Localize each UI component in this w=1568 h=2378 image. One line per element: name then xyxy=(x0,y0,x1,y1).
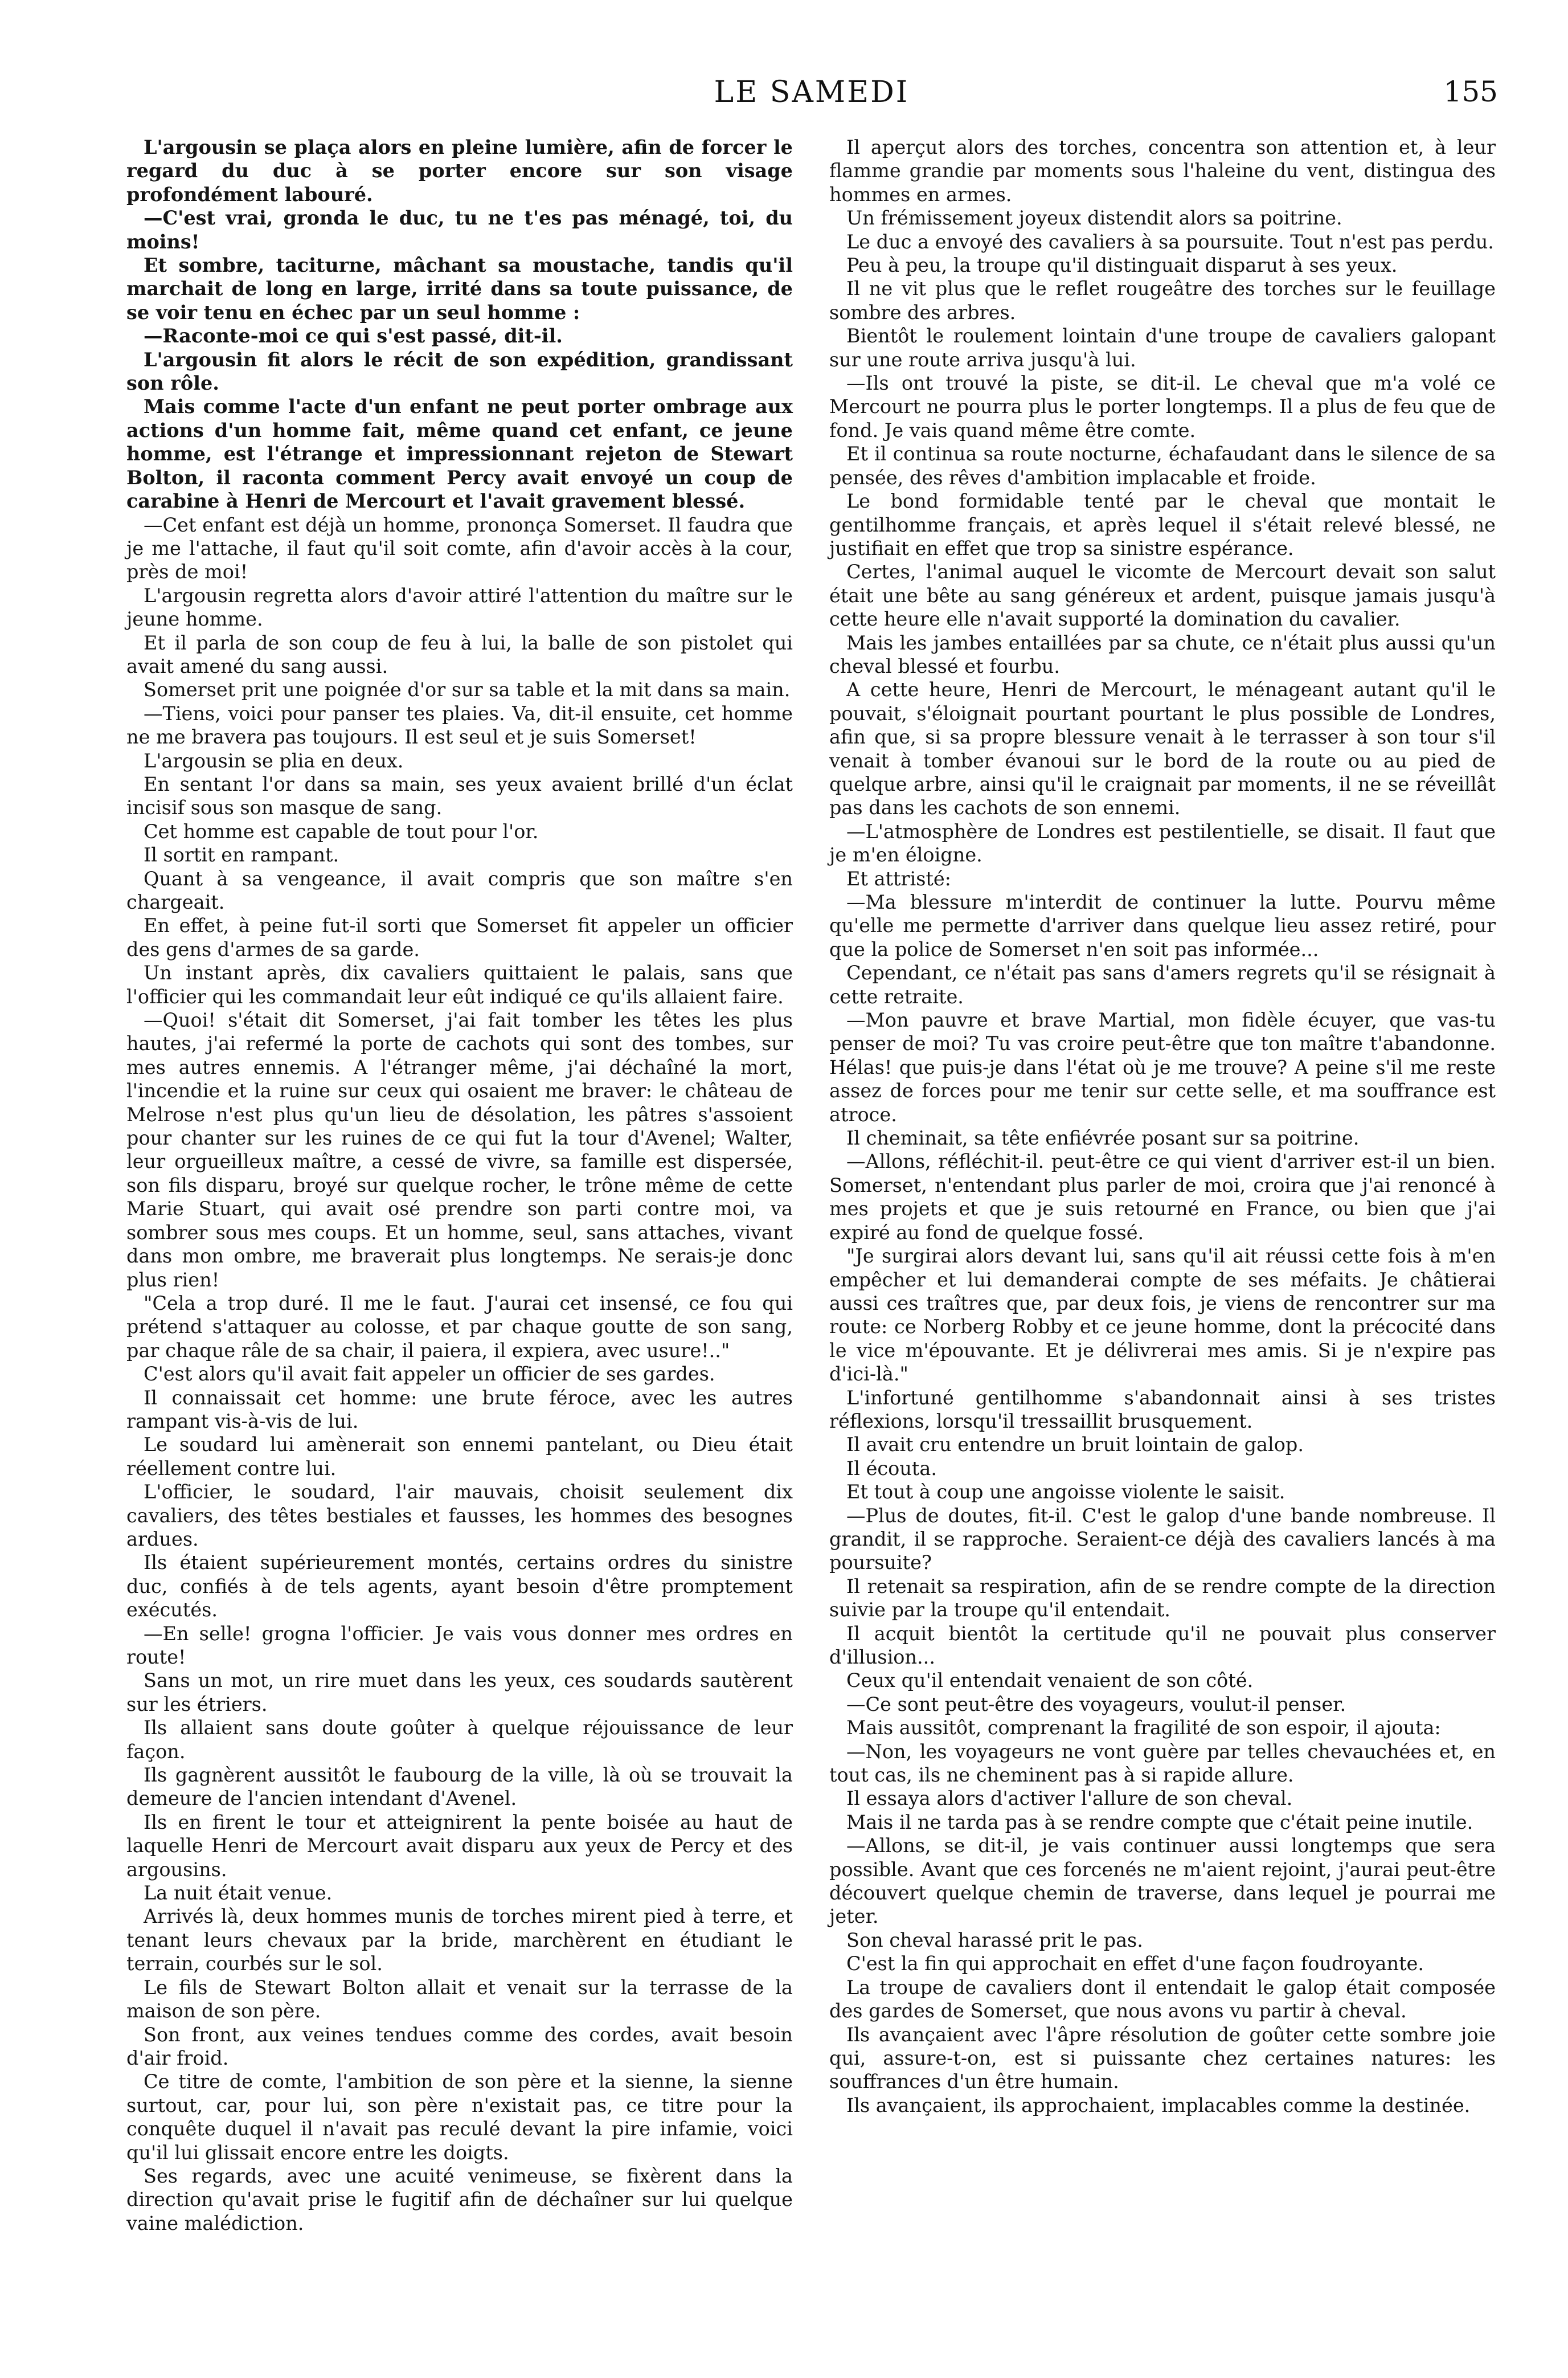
paragraph: Mais aussitôt, comprenant la fragilité de son espoir, il ajouta: xyxy=(846,1717,1441,1739)
paragraph: L'argousin se plaça alors en pleine lumière, afin de forcer le regard du duc à se porter encore sur son visage profondément labouré. xyxy=(126,136,793,206)
paragraph: —Allons, réfléchit-il. peut-être ce qui vient d'arriver est-il un bien. Somerset, n'entendant plus parler de moi, croira que j'ai renoncé à mes projets et que je suis retourné en France, ou bien que j'ai expiré au fond de quelque fossé. xyxy=(829,1150,1496,1244)
paragraph: "Je surgirai alors devant lui, sans qu'il ait réussi cette fois à m'en empêcher et lui demanderai compte de ses méfaits. Je châtierai aussi ces traîtres que, par deux fois, je viens de rencontrer sur ma route: ce Norberg Robby et ce jeune homme, dont la précocité dans le vice m'épouvante. Et je délivrerai mes amis. Si je n'expire pas d'ici-là." xyxy=(829,1245,1496,1386)
paragraph: Cependant, ce n'était pas sans d'amers regrets qu'il se résignait à cette retraite. xyxy=(829,962,1496,1008)
paragraph: Il cheminait, sa tête enfiévrée posant sur sa poitrine. xyxy=(846,1127,1360,1150)
paragraph: —Ce sont peut-être des voyageurs, voulut-il penser. xyxy=(846,1693,1346,1715)
paragraph: —Raconte-moi ce qui s'est passé, dit-il. xyxy=(144,325,563,348)
paragraph: "Cela a trop duré. Il me le faut. J'aurai cet insensé, ce fou qui prétend s'attaquer au colosse, et par chaque goutte de son sang, par chaque râle de sa chair, il paiera, il expiera, avec usure!.." xyxy=(126,1292,793,1362)
paragraph: Il essaya alors d'activer l'allure de son cheval. xyxy=(846,1787,1293,1810)
paragraph: Ils allaient sans doute goûter à quelque réjouissance de leur façon. xyxy=(126,1717,793,1763)
paragraph: —Mon pauvre et brave Martial, mon fidèle écuyer, que vas-tu penser de moi? Tu vas croire peut-être que ton maître t'abandonne. Hélas! que puis-je dans l'état où je me trouve? A peine s'il me reste assez de forces pour me tenir sur cette selle, et ma souffrance est atroce. xyxy=(829,1009,1496,1126)
paragraph: —L'atmosphère de Londres est pestilentielle, se disait. Il faut que je m'en éloigne. xyxy=(829,820,1496,867)
paragraph: Ils gagnèrent aussitôt le faubourg de la ville, là où se trouvait la demeure de l'ancien intendant d'Avenel. xyxy=(126,1764,793,1810)
paragraph: Il sortit en rampant. xyxy=(144,844,339,867)
paragraph: Mais comme l'acte d'un enfant ne peut porter ombrage aux actions d'un homme fait, même quand cet enfant, ce jeune homme, est l'étrange et impressionnant rejeton de Stewart Bolton, il raconta comment Percy avait envoyé un coup de carabine à Henri de Mercourt et l'avait gravement blessé. xyxy=(126,395,793,513)
paragraph: Ils avançaient avec l'âpre résolution de goûter cette sombre joie qui, assure-t-on, est si puissante chez certaines natures: les souffrances d'un être humain. xyxy=(829,2023,1496,2093)
paragraph: Le fils de Stewart Bolton allait et venait sur la terrasse de la maison de son père. xyxy=(126,1976,793,2022)
paragraph: Le soudard lui amènerait son ennemi pantelant, ou Dieu était réellement contre lui. xyxy=(126,1433,793,1480)
paragraph: La troupe de cavaliers dont il entendait le galop était composée des gardes de Somerset, que nous avons vu partir à cheval. xyxy=(829,1976,1496,2022)
paragraph: —C'est vrai, gronda le duc, tu ne t'es pas ménagé, toi, du moins! xyxy=(126,207,793,253)
paragraph: Il aperçut alors des torches, concentra son attention et, à leur flamme grandie par moments sous l'haleine du vent, distingua des hommes en armes. xyxy=(829,136,1496,206)
paragraph: L'infortuné gentilhomme s'abandonnait ainsi à ses tristes réflexions, lorsqu'il tressaillit brusquement. xyxy=(829,1386,1496,1432)
paragraph: La nuit était venue. xyxy=(144,1882,333,1905)
paragraph: Le bond formidable tenté par le cheval que montait le gentilhomme français, et après lequel il s'était relevé blessé, ne justifiait en effet que trop sa sinistre espérance. xyxy=(829,490,1496,559)
paragraph: Son cheval harassé prit le pas. xyxy=(846,1928,1143,1951)
paragraph: Ils en firent le tour et atteignirent la pente boisée au haut de laquelle Henri de Mercourt avait disparu aux yeux de Percy et des argousins. xyxy=(126,1811,793,1881)
paragraph: Un instant après, dix cavaliers quittaient le palais, sans que l'officier qui les commandait leur eût indiqué ce qu'ils allaient faire. xyxy=(126,962,793,1008)
paragraph: En effet, à peine fut-il sorti que Somerset fit appeler un officier des gens d'armes de sa garde. xyxy=(126,914,793,961)
paragraph: Il acquit bientôt la certitude qu'il ne pouvait plus conserver d'illusion... xyxy=(829,1622,1496,1668)
paragraph: Le duc a envoyé des cavaliers à sa poursuite. Tout n'est pas perdu. xyxy=(846,230,1494,253)
paragraph: Il écouta. xyxy=(846,1457,937,1480)
paragraph: L'argousin fit alors le récit de son expédition, grandissant son rôle. xyxy=(126,348,793,395)
paragraph: Bientôt le roulement lointain d'une troupe de cavaliers galopant sur une route arriva jusqu'à lui. xyxy=(829,325,1496,371)
paragraph: Sans un mot, un rire muet dans les yeux, ces soudards sautèrent sur les étriers. xyxy=(126,1669,793,1715)
paragraph: —Ma blessure m'interdit de continuer la lutte. Pourvu même qu'elle me permette d'arriver dans quelque lieu assez retiré, pour que la police de Somerset n'en soit pas informée... xyxy=(829,891,1496,961)
paragraph: —Tiens, voici pour panser tes plaies. Va, dit-il ensuite, cet homme ne me bravera pas toujours. Il est seul et je suis Somerset! xyxy=(126,702,793,749)
paragraph: Il retenait sa respiration, afin de se rendre compte de la direction suivie par la troupe qu'il entendait. xyxy=(829,1575,1496,1621)
paragraph: —Allons, se dit-il, je vais continuer aussi longtemps que sera possible. Avant que ces forcenés ne m'aient rejoint, j'aurai peut-être découvert quelque chemin de traverse, dans lequel je pourrai me jeter. xyxy=(829,1834,1496,1928)
paragraph: Et sombre, taciturne, mâchant sa moustache, tandis qu'il marchait de long en large, irrité dans sa toute puissance, de se voir tenu en échec par un seul homme : xyxy=(126,254,793,324)
paragraph: Ceux qu'il entendait venaient de son côté. xyxy=(846,1669,1254,1692)
paragraph: —Non, les voyageurs ne vont guère par telles chevauchées et, en tout cas, ils ne cheminent pas à si rapide allure. xyxy=(829,1740,1496,1787)
paragraph: C'est la fin qui approchait en effet d'une façon foudroyante. xyxy=(846,1952,1424,1975)
paragraph: —Ils ont trouvé la piste, se dit-il. Le cheval que m'a volé ce Mercourt ne pourra plus le porter longtemps. Il a plus de feu que de fond. Je vais quand même être comte. xyxy=(829,372,1496,442)
paragraph: L'argousin regretta alors d'avoir attiré l'attention du maître sur le jeune homme. xyxy=(126,584,793,631)
paragraph: Il connaissait cet homme: une brute féroce, avec les autres rampant vis-à-vis de lui. xyxy=(126,1386,793,1432)
paragraph: —Quoi! s'était dit Somerset, j'ai fait tomber les têtes les plus hautes, j'ai refermé la porte de cachots qui sont des tombes, sur mes autres ennemis. A l'étranger même, j'ai déchaîné la mort, l'incendie et la ruine sur ceux qui osaient me braver: le château de Melrose n'est plus qu'un lieu de désolation, les pâtres s'assoient pour chanter sur les ruines de ce qui fut la tour d'Avenel; Walter, leur orgueilleux maître, a cessé de vivre, sa famille est dispersée, son fils disparu, broyé sur quelque rocher, le trône même de cette Marie Stuart, qui avait osé prendre son parti contre moi, va sombrer sous mes coups. Et un homme, seul, sans attaches, vivant dans mon ombre, me braverait plus longtemps. Ne serais-je donc plus rien! xyxy=(126,1009,793,1291)
paragraph: Et attristé: xyxy=(846,867,951,890)
paragraph: —Cet enfant est déjà un homme, prononça Somerset. Il faudra que je me l'attache, il faut qu'il soit comte, afin d'avoir accès à la cour, près de moi! xyxy=(126,513,793,583)
paragraph: Cet homme est capable de tout pour l'or. xyxy=(144,820,539,843)
page-header xyxy=(125,75,1498,116)
page-number: 155 xyxy=(1443,75,1498,108)
right-column xyxy=(829,136,1496,2117)
paragraph: Il ne vit plus que le reflet rougeâtre des torches sur le feuillage sombre des arbres. xyxy=(829,277,1496,324)
paragraph: Ils étaient supérieurement montés, certains ordres du sinistre duc, confiés à de tels agents, ayant besoin d'être promptement exécutés. xyxy=(126,1551,793,1621)
paragraph: Et il parla de son coup de feu à lui, la balle de son pistolet qui avait amené du sang aussi. xyxy=(126,631,793,677)
paragraph: Ils avançaient, ils approchaient, implacables comme la destinée. xyxy=(846,2094,1471,2116)
paragraph: Arrivés là, deux hommes munis de torches mirent pied à terre, et tenant leurs chevaux par la bride, marchèrent en étudiant le terrain, courbés sur le sol. xyxy=(126,1905,793,1975)
paragraph: —En selle! grogna l'officier. Je vais vous donner mes ordres en route! xyxy=(126,1622,793,1668)
paragraph: En sentant l'or dans sa main, ses yeux avaient brillé d'un éclat incisif sous son masque de sang. xyxy=(126,773,793,819)
paragraph: Ce titre de comte, l'ambition de son père et la sienne, la sienne surtout, car, pour lui, son père n'existait pas, ce titre pour la conquête duquel il n'avait pas reculé devant la pire infamie, voici qu'il lui glissait encore entre les doigts. xyxy=(126,2070,793,2164)
paragraph: Un frémissement joyeux distendit alors sa poitrine. xyxy=(846,207,1342,230)
paragraph: Il avait cru entendre un bruit lointain de galop. xyxy=(846,1433,1304,1456)
left-column xyxy=(126,136,793,2235)
paragraph: Et tout à coup une angoisse violente le saisit. xyxy=(846,1481,1285,1503)
paragraph: Ses regards, avec une acuité venimeuse, se fixèrent dans la direction qu'avait prise le fugitif afin de déchaîner sur lui quelque vaine malédiction. xyxy=(126,2164,793,2234)
paragraph: Son front, aux veines tendues comme des cordes, avait besoin d'air froid. xyxy=(126,2023,793,2069)
paragraph: A cette heure, Henri de Mercourt, le ménageant autant qu'il le pouvait, s'éloignait pourtant pourtant le plus possible de Londres, afin que, si sa propre blessure venait à le terrasser à son tour s'il venait à tomber évanoui sur le bord de la route ou au pied de quelque arbre, ainsi qu'il le craignait par moments, il ne se réveillât pas dans les cachots de son ennemi. xyxy=(829,679,1496,819)
paragraph: L'officier, le soudard, l'air mauvais, choisit seulement dix cavaliers, des têtes bestiales et fausses, les hommes des besognes ardues. xyxy=(126,1481,793,1550)
paragraph: —Plus de doutes, fit-il. C'est le galop d'une bande nombreuse. Il grandit, il se rapproche. Seraient-ce déjà des cavaliers lancés à ma poursuite? xyxy=(829,1504,1496,1574)
paragraph: C'est alors qu'il avait fait appeler un officier de ses gardes. xyxy=(144,1363,715,1386)
paragraph: Mais les jambes entaillées par sa chute, ce n'était plus aussi qu'un cheval blessé et fourbu. xyxy=(829,631,1496,677)
paragraph: Peu à peu, la troupe qu'il distinguait disparut à ses yeux. xyxy=(846,254,1398,277)
paragraph: L'argousin se plia en deux. xyxy=(144,749,404,772)
paragraph: Quant à sa vengeance, il avait compris que son maître s'en chargeait. xyxy=(126,867,793,913)
paragraph: Et il continua sa route nocturne, échafaudant dans le silence de sa pensée, des rêves d'ambition implacable et froide. xyxy=(829,443,1496,489)
paragraph: Certes, l'animal auquel le vicomte de Mercourt devait son salut était une bête au sang généreux et ardent, puisque jamais jusqu'à cette heure elle n'avait supporté la domination du cavalier. xyxy=(829,561,1496,631)
publication-title: LE SAMEDI xyxy=(714,75,910,109)
paragraph: Somerset prit une poignée d'or sur sa table et la mit dans sa main. xyxy=(144,679,791,701)
paragraph: Mais il ne tarda pas à se rendre compte que c'était peine inutile. xyxy=(846,1811,1473,1833)
